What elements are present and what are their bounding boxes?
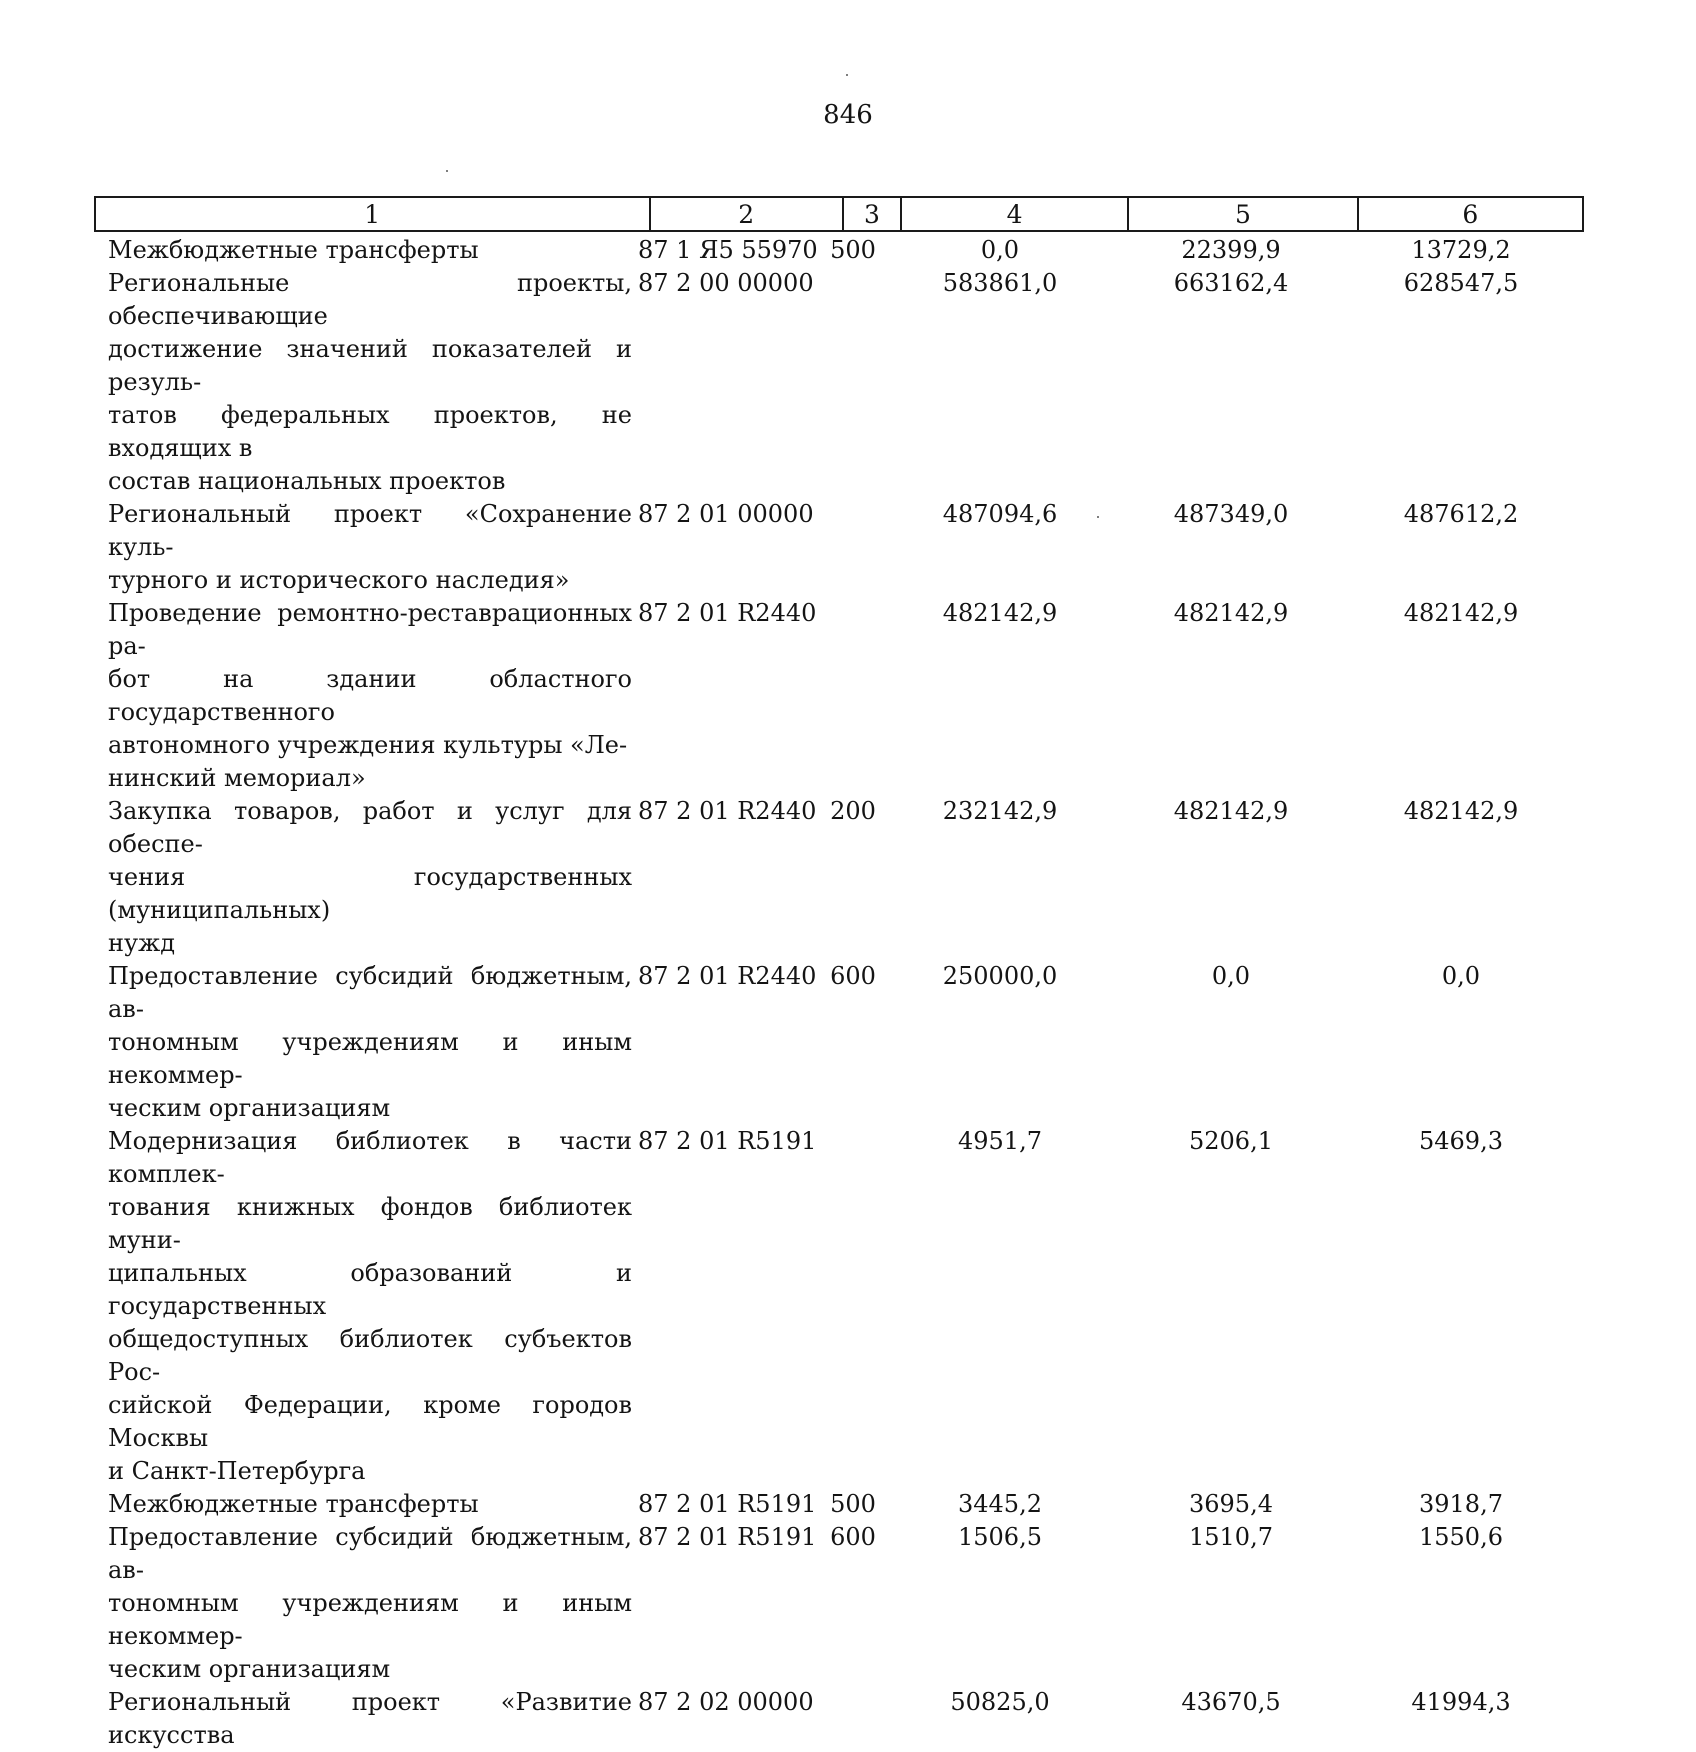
row-value-4: 50825,0	[950, 1688, 1050, 1716]
row-type: 600	[830, 1523, 876, 1551]
row-value-6: 628547,5	[1403, 269, 1519, 297]
header-col-2: 2	[651, 198, 844, 230]
row-value-5: 482142,9	[1173, 599, 1289, 627]
row-value-6: 482142,9	[1403, 599, 1519, 627]
row-value-6: 1550,6	[1419, 1523, 1503, 1551]
row-value-5: 1510,7	[1189, 1523, 1273, 1551]
row-value-6: 13729,2	[1411, 236, 1511, 264]
row-value-6: 482142,9	[1403, 797, 1519, 825]
row-value-4: 250000,0	[942, 962, 1058, 990]
row-value-5: 0,0	[1211, 962, 1251, 990]
row-type: 500	[830, 236, 876, 264]
row-value-4: 583861,0	[942, 269, 1058, 297]
header-col-1: 1	[96, 198, 651, 230]
header-col-6: 6	[1462, 200, 1479, 229]
page-number: 846	[823, 100, 873, 130]
table-row	[94, 1125, 1584, 1488]
row-value-5: 5206,1	[1189, 1127, 1273, 1155]
row-value-6: 5469,3	[1419, 1127, 1503, 1155]
table-row	[94, 1488, 1584, 1521]
row-value-4: 232142,9	[942, 797, 1058, 825]
row-code: 87 2 01 R2440	[638, 962, 817, 990]
header-col-4: 4	[902, 198, 1129, 230]
table-row	[94, 795, 1584, 960]
scan-speck	[846, 74, 848, 76]
row-code: 87 2 01 00000	[638, 500, 814, 528]
table-row	[94, 498, 1584, 597]
row-code: 87 2 00 00000	[638, 269, 814, 297]
row-code: 87 1 Я5 55970	[638, 236, 818, 264]
row-name: Региональные проекты, обеспечивающие достижение значений показателей и резуль- татов федеральных проектов, не входящих в состав национальных проектов	[108, 269, 632, 495]
table-row	[94, 234, 1584, 267]
table-row	[94, 1686, 1584, 1752]
row-name: Предоставление субсидий бюджетным, ав- тономным учреждениям и иным некоммер- ческим организациям	[108, 962, 632, 1122]
row-value-4: 482142,9	[942, 599, 1058, 627]
row-name: Межбюджетные трансферты	[108, 1490, 479, 1518]
row-type: 500	[830, 1490, 876, 1518]
row-code: 87 2 01 R2440	[638, 599, 817, 627]
row-value-4: 487094,6	[942, 500, 1058, 528]
row-name: Модернизация библиотек в части комплек- тования книжных фондов библиотек муни- ципальных образований и государственных общедоступных библиотек субъектов Рос- сийской Федерации, кроме городов Москвы и Санкт-Петербурга	[108, 1127, 632, 1485]
row-code: 87 2 01 R5191	[638, 1490, 817, 1518]
row-code: 87 2 02 00000	[638, 1688, 814, 1716]
row-value-5: 487349,0	[1173, 500, 1289, 528]
row-value-5: 22399,9	[1181, 236, 1281, 264]
row-value-4: 1506,5	[958, 1523, 1042, 1551]
table-row	[94, 960, 1584, 1125]
row-value-6: 0,0	[1441, 962, 1481, 990]
header-col-3: 3	[844, 198, 902, 230]
table-row	[94, 597, 1584, 795]
row-type: 600	[830, 962, 876, 990]
row-name: Предоставление субсидий бюджетным, ав- тономным учреждениям и иным некоммер- ческим организациям	[108, 1523, 632, 1683]
row-name: Межбюджетные трансферты	[108, 236, 479, 264]
row-type: 200	[830, 797, 876, 825]
row-name: Закупка товаров, работ и услуг для обеспе- чения государственных (муниципальных) нужд	[108, 797, 632, 957]
table-row	[94, 1521, 1584, 1686]
row-value-5: 3695,4	[1189, 1490, 1273, 1518]
row-name: Региональный проект «Развитие искусства	[108, 1688, 632, 1749]
row-value-6: 487612,2	[1403, 500, 1519, 528]
row-value-6: 3918,7	[1419, 1490, 1503, 1518]
row-code: 87 2 01 R5191	[638, 1523, 817, 1551]
row-code: 87 2 01 R5191	[638, 1127, 817, 1155]
row-value-6: 41994,3	[1411, 1688, 1511, 1716]
row-value-5: 482142,9	[1173, 797, 1289, 825]
row-code: 87 2 01 R2440	[638, 797, 817, 825]
table-header	[94, 196, 1584, 232]
row-value-5: 43670,5	[1181, 1688, 1281, 1716]
row-name: Проведение ремонтно-реставрационных ра- бот на здании областного государственного автономного учреждения культуры «Ле- нинский мемориал»	[108, 599, 632, 792]
row-value-4: 3445,2	[958, 1490, 1042, 1518]
table-row	[94, 267, 1584, 498]
header-col-5: 5	[1129, 198, 1358, 230]
scan-speck	[446, 170, 448, 172]
table-body	[94, 234, 1584, 1752]
row-name: Региональный проект «Сохранение куль- турного и исторического наследия»	[108, 500, 632, 594]
row-value-4: 4951,7	[958, 1127, 1042, 1155]
row-value-4: 0,0	[980, 236, 1020, 264]
row-value-5: 663162,4	[1173, 269, 1289, 297]
